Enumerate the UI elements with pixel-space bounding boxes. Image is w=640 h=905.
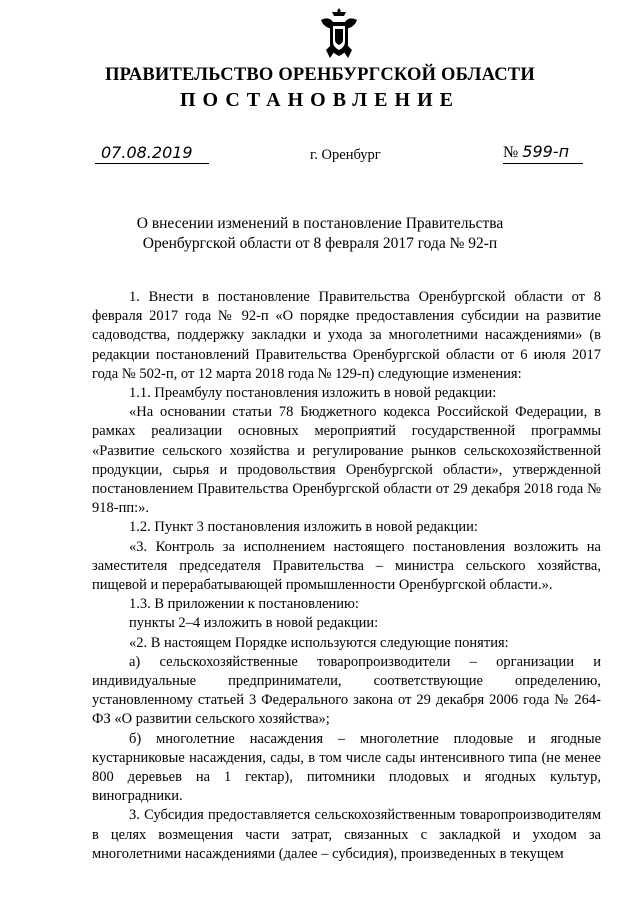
number-prefix: № bbox=[503, 144, 519, 161]
paragraph: б) многолетние насаждения – многолетние плодовые и ягодные кустарниковые насаждения, сады, в том числе сады интенсивного типа (не менее 800 деревьев на 1 гектар), питомники плодовых и ягодных культур, виноградники. bbox=[92, 730, 601, 805]
document-date: 07.08.2019 bbox=[95, 144, 209, 164]
paragraph: 1.2. Пункт 3 постановления изложить в новой редакции: bbox=[129, 519, 478, 536]
paragraph: 1. Внести в постановление Правительства Оренбургской области от 8 февраля 2017 года № 92-п «О порядке предоставления субсидии на развитие садоводства, поддержку закладки и ухода за многолетними насаждениями» (в редакции постановлений Правительства Оренбургской области от 6 июля 2017 года № 502-п, от 12 марта 2018 года № 129-п) следующие изменения: bbox=[92, 289, 601, 382]
paragraph: 1.1. Преамбулу постановления изложить в новой редакции: bbox=[129, 385, 497, 402]
document-city: г. Оренбург bbox=[310, 147, 381, 163]
paragraph: «3. Контроль за исполнением настоящего постановления возложить на заместителя председателя Правительства – министра сельского хозяйства, пищевой и перерабатывающей промышленности Оренбургской области.». bbox=[92, 538, 601, 594]
paragraph: пункты 2–4 изложить в новой редакции: bbox=[129, 615, 379, 632]
paragraph: «На основании статьи 78 Бюджетного кодекса Российской Федерации, в рамках реализации основных мероприятий государственной программы «Развитие сельского хозяйства и регулирование рынков сельскохозяйственной продукции, сырья и продовольствия Оренбургской области», утвержденной постановлением Правительства Оренбургской области от 29 декабря 2018 года № 918-пп:». bbox=[92, 404, 601, 517]
paragraph: 3. Субсидия предоставляется сельскохозяйственным товаропроизводителям в целях возмещения части затрат, связанных с закладкой и уходом за многолетними насаждениями (далее – субсидия), произведенных в текущем bbox=[92, 807, 601, 862]
document-body bbox=[92, 288, 601, 864]
subject-line: Оренбургской области от 8 февраля 2017 года № 92-п bbox=[142, 235, 498, 252]
paragraph: а) сельскохозяйственные товаропроизводители – организации и индивидуальные предприниматели, соответствующие определению, установленному статьей 3 Федерального закона от 29 декабря 2006 года № 264-ФЗ «О развитии сельского хозяйства»; bbox=[92, 653, 601, 728]
document-type: ПОСТАНОВЛЕНИЕ bbox=[180, 89, 460, 111]
document-subject bbox=[0, 214, 640, 254]
document-number bbox=[503, 142, 583, 164]
government-name: ПРАВИТЕЛЬСТВО ОРЕНБУРГСКОЙ ОБЛАСТИ bbox=[105, 65, 535, 85]
paragraph: «2. В настоящем Порядке используются следующие понятия: bbox=[129, 634, 509, 651]
coat-of-arms-icon bbox=[318, 6, 360, 60]
paragraph: 1.3. В приложении к постановлению: bbox=[129, 596, 359, 613]
subject-line: О внесении изменений в постановление Правительства bbox=[136, 215, 504, 232]
number-value: 599-п bbox=[522, 142, 570, 161]
